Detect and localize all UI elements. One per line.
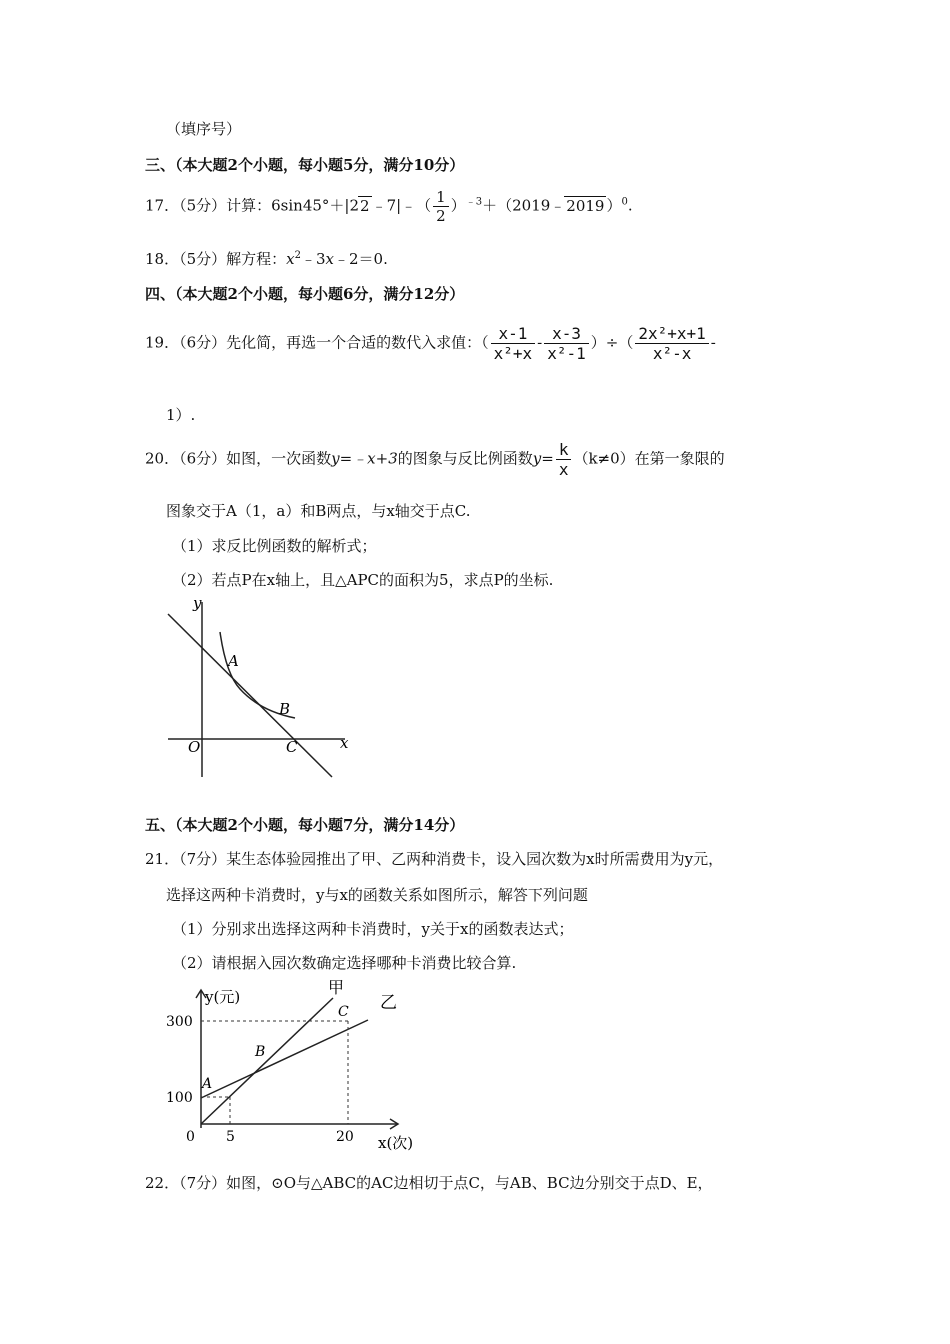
point-c-label: C: [286, 738, 298, 756]
q19-divide: ）÷（: [590, 333, 634, 352]
q17-sqrt-2019: 2019: [566, 196, 605, 215]
point-c-label: C: [338, 1004, 349, 1020]
question-20: [145, 440, 725, 479]
question-18: [145, 248, 388, 269]
q17-exponent-zero: 0: [621, 196, 628, 208]
q21-sub-1: （1）分别求出选择这两种卡消费时，y关于x的函数表达式；: [172, 920, 574, 938]
point-b-label: B: [255, 1044, 266, 1060]
question-22: 22．（7分）如图，⊙O与△ABC的AC边相切于点C，与AB、BC边分别交于点D、E，: [145, 1174, 713, 1192]
q17-fraction: $\frac{1}{2}$: [433, 188, 449, 225]
q20-sub-1: （1）求反比例函数的解析式；: [172, 537, 377, 555]
origin-label: O: [188, 738, 201, 756]
tick-5: 5: [226, 1129, 235, 1145]
q20-prefix: 20．（6分）如图，一次函数: [145, 449, 332, 468]
figure-20-graph: [160, 594, 360, 784]
q17-exponent: ﹣3: [465, 196, 483, 208]
q20-inverse-eq: y=: [532, 449, 554, 468]
q20-line-2: 图象交于A（1，a）和B两点，与x轴交于点C.: [166, 502, 471, 520]
q17-end: .: [627, 196, 633, 215]
q20-linear-eq: y=﹣x+3: [331, 449, 398, 468]
section-5-heading: 五、（本大题2个小题，每小题7分，满分14分）: [145, 816, 465, 834]
q20-condition: （k≠0）在第一象限的: [573, 449, 725, 468]
question-19: [145, 324, 716, 363]
section-4-heading: 四、（本大题2个小题，每小题6分，满分12分）: [145, 285, 465, 303]
q17-mid1: ﹣7|﹣（: [371, 196, 432, 215]
tick-300: 300: [166, 1014, 193, 1030]
q17-mid4: ）: [606, 196, 622, 215]
q17-mid2: ）: [450, 196, 466, 215]
q19-tail: -: [710, 333, 716, 352]
line-jia: [201, 998, 333, 1124]
q18-var2: x: [325, 250, 334, 268]
label-jia: 甲: [328, 978, 345, 997]
y-axis-label: y(元): [205, 988, 241, 1006]
y-axis-label: y: [193, 594, 202, 612]
question-17: [145, 188, 633, 225]
q18-end: ﹣2＝0.: [334, 250, 388, 268]
label-yi: 乙: [380, 993, 397, 1013]
q19-fraction-1: $\frac{x-1}{\text{x²+x}}$: [491, 324, 536, 363]
q17-mid3: ＋（2019﹣: [482, 196, 566, 215]
q20-mid: 的图象与反比例函数: [397, 449, 533, 468]
point-a-label: A: [228, 652, 239, 670]
tick-0: 0: [186, 1129, 195, 1145]
q18-prefix: 18．（5分）解方程：: [145, 250, 287, 268]
q17-prefix: 17．（5分）计算：6sin45°＋|2: [145, 196, 360, 215]
tick-20: 20: [336, 1129, 354, 1145]
point-a-label: A: [202, 1076, 213, 1092]
q19-minus: -: [537, 333, 543, 352]
q19-prefix: 19．（6分）先化简，再选一个合适的数代入求值：（: [145, 333, 489, 352]
q21-sub-2: （2）请根据入园次数确定选择哪种卡消费比较合算.: [172, 954, 517, 972]
q18-exp: 2: [294, 250, 301, 261]
tick-100: 100: [166, 1090, 193, 1106]
fill-number-note: （填序号）: [166, 120, 242, 138]
q19-fraction-3: $\frac{\text{2x²+x+1}}{\text{x²-x}}$: [635, 324, 708, 363]
q17-sqrt: 2: [360, 196, 370, 215]
q20-sub-2: （2）若点P在x轴上，且△APC的面积为5，求点P的坐标.: [172, 571, 554, 589]
q19-line-2: 1）.: [166, 406, 196, 424]
q18-mid: ﹣3: [300, 250, 326, 268]
figure-21-graph: [160, 978, 430, 1158]
x-axis-label: x(次): [378, 1134, 414, 1152]
q21-line-2: 选择这两种卡消费时，y与x的函数关系如图所示，解答下列问题: [166, 886, 588, 904]
x-axis-label: x: [340, 734, 349, 752]
q18-var: x: [286, 250, 295, 268]
q20-fraction: $\frac{k}{x}$: [556, 440, 572, 479]
q19-fraction-2: $\frac{x-3}{\text{x²-1}}$: [544, 324, 589, 363]
point-b-label: B: [279, 700, 291, 718]
section-3-heading: 三、（本大题2个小题，每小题5分，满分10分）: [145, 156, 465, 174]
q21-line-1: 21．（7分）某生态体验园推出了甲、乙两种消费卡，设入园次数为x时所需费用为y元，: [145, 850, 724, 868]
line-yi: [201, 1020, 368, 1098]
